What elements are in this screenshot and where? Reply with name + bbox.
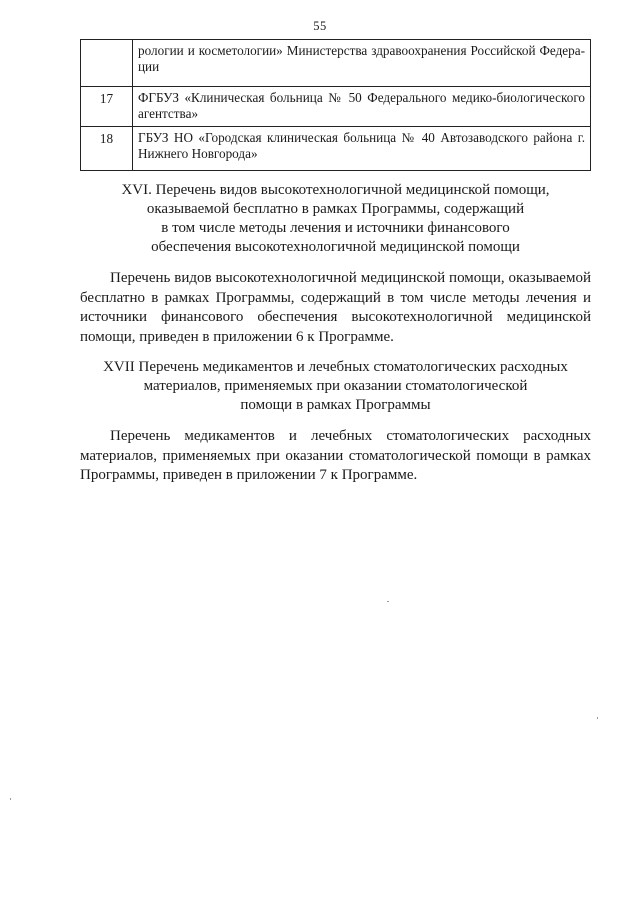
scan-speck (597, 717, 598, 719)
page-number: 55 (313, 19, 327, 33)
section-17-heading (80, 358, 591, 415)
heading-line: обеспечения высокотехнологичной медицинской помощи (151, 239, 520, 255)
organization-name-cell: ГБУЗ НО «Городская клиническая больница № 40 Автозаводского района г. Нижнего Новгорода» (133, 127, 591, 171)
section-16-heading (80, 181, 591, 257)
heading-line: помощи в рамках Программы (240, 397, 431, 413)
table-row (81, 40, 591, 87)
scan-speck (387, 601, 389, 602)
row-number-cell: 18 (81, 127, 133, 171)
row-number-cell (81, 40, 133, 87)
scan-speck (10, 798, 11, 800)
heading-line: XVI. Перечень видов высокотехнологичной медицинской помощи, (121, 182, 550, 198)
row-number-cell: 17 (81, 87, 133, 127)
heading-line: XVII Перечень медикаментов и лечебных стоматологических расходных (103, 359, 568, 375)
table-row (81, 127, 591, 171)
heading-line: в том числе методы лечения и источники финансового (161, 220, 510, 236)
organization-name-cell: рологии и косметологии» Министерства здравоохранения Российской Федера-ции (133, 40, 591, 87)
table-row (81, 87, 591, 127)
organizations-table (80, 39, 591, 171)
organization-name-cell: ФГБУЗ «Клиническая больница № 50 Федерального медико-биологического агентства» (133, 87, 591, 127)
heading-line: оказываемой бесплатно в рамках Программы, содержащий (146, 201, 525, 217)
section-16-paragraph: Перечень видов высокотехнологичной медицинской помощи, оказываемой бесплатно в рамках Программы, содержащий в том числе методы лечения и источники финансового обеспечения высокотехнологичной медицинской помощи, приведен в приложении 6 к Программе. (80, 270, 591, 345)
section-17-paragraph: Перечень медикаментов и лечебных стоматологических расходных материалов, применяемых при оказании стоматологической помощи в рамках Программы, приведен в приложении 7 к Программе. (80, 428, 591, 483)
heading-line: материалов, применяемых при оказании стоматологической (143, 378, 528, 394)
